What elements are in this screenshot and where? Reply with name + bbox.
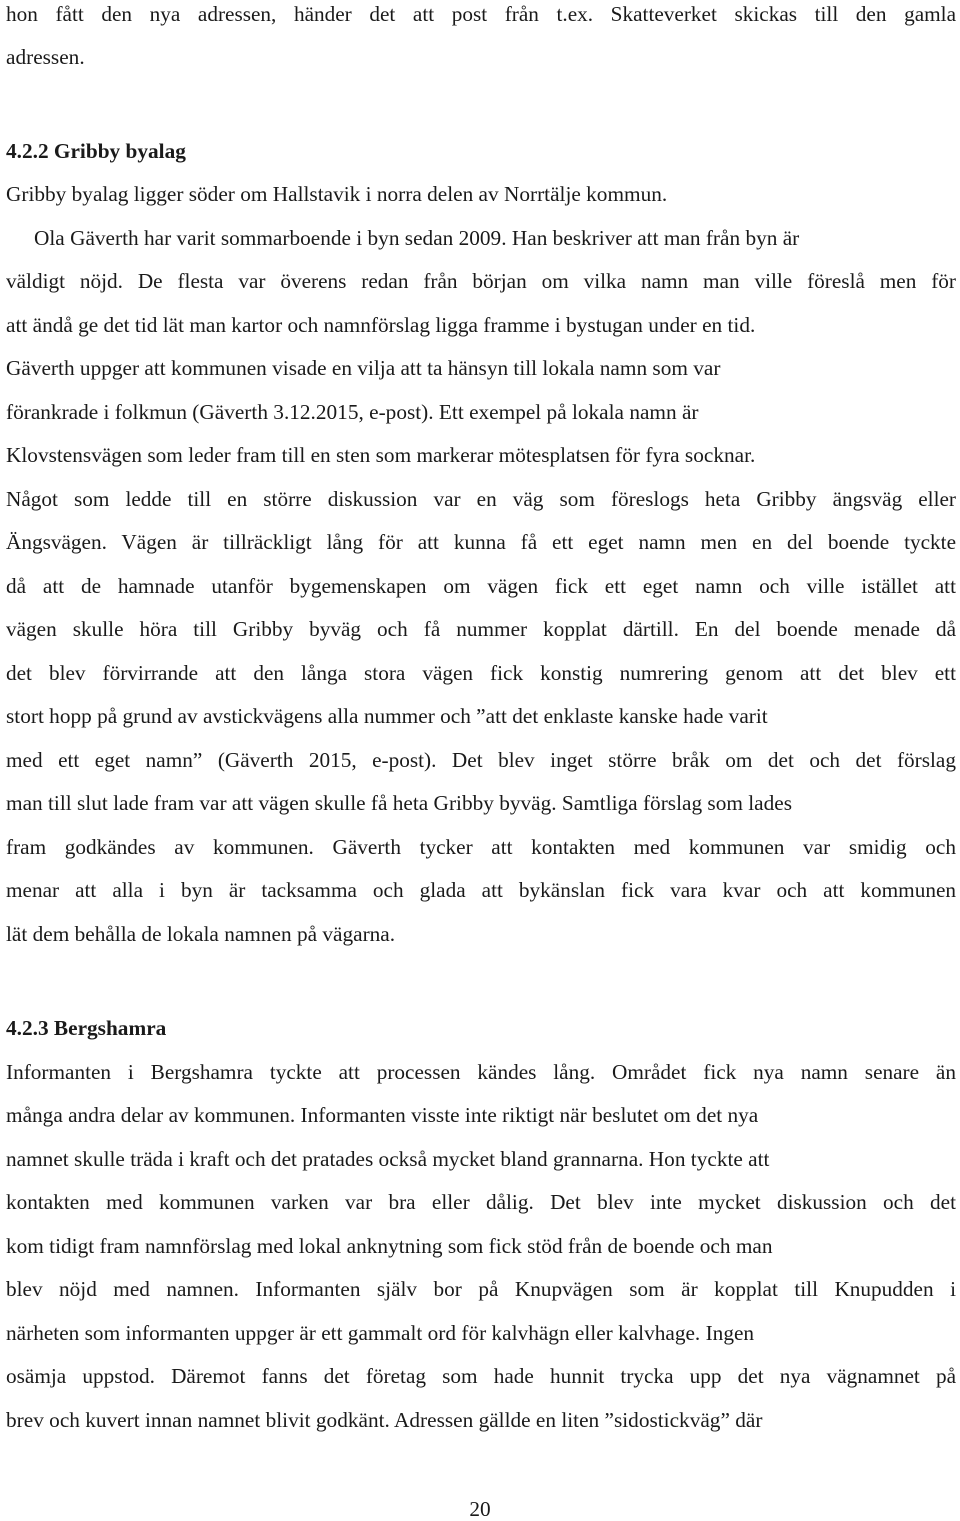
body-text-line: Gäverth uppger att kommunen visade en vilja att ta hänsyn till lokala namn som var <box>6 356 721 380</box>
body-text-line: hon fått den nya adressen, händer det att post från t.ex. Skatteverket skickas till den gamla <box>6 2 956 26</box>
body-text-line: blev nöjd med namnen. Informanten själv bor på Knupvägen som är kopplat till Knupudden i <box>6 1277 956 1301</box>
body-text-line: kontakten med kommunen varken var bra eller dålig. Det blev inte mycket diskussion och det <box>6 1190 956 1214</box>
body-text-line: brev och kuvert innan namnet blivit godkänt. Adressen gällde en liten ”sidostickväg” där <box>6 1408 763 1432</box>
body-text-line: det blev förvirrande att den långa stora vägen fick konstig numrering genom att det blev ett <box>6 661 956 685</box>
body-text-line: menar att alla i byn är tacksamma och glada att bykänslan fick vara kvar och att kommunen <box>6 878 956 902</box>
body-text-line: vägen skulle höra till Gribby byväg och få nummer kopplat därtill. En del boende menade då <box>6 617 956 641</box>
body-text-line: Något som ledde till en större diskussion var en väg som föreslogs heta Gribby ängsväg eller <box>6 487 956 511</box>
body-text-line: många andra delar av kommunen. Informanten visste inte riktigt när beslutet om det nya <box>6 1103 759 1127</box>
body-text-line: då att de hamnade utanför bygemenskapen om vägen fick ett eget namn och ville istället att <box>6 574 956 598</box>
body-text-line: närheten som informanten uppger är ett gammalt ord för kalvhägn eller kalvhage. Ingen <box>6 1321 755 1345</box>
body-text-line: med ett eget namn” (Gäverth 2015, e-post). Det blev inget större bråk om det och det förslag <box>6 748 956 772</box>
page-number: 20 <box>469 1497 491 1521</box>
body-text-line: att ändå ge det tid lät man kartor och namnförslag ligga framme i bystugan under en tid. <box>6 313 756 337</box>
body-text-line: Klovstensvägen som leder fram till en sten som markerar mötesplatsen för fyra socknar. <box>6 443 756 467</box>
body-text-line: stort hopp på grund av avstickvägens alla nummer och ”att det enklaste kanske hade varit <box>6 704 768 728</box>
section-heading-4-2-2: 4.2.2 Gribby byalag <box>6 139 186 163</box>
body-text-line: man till slut lade fram var att vägen skulle få heta Gribby byväg. Samtliga förslag som lades <box>6 791 792 815</box>
body-text-line: Ängsvägen. Vägen är tillräckligt lång för att kunna få ett eget namn men en del boende tyckte <box>6 530 956 554</box>
body-text-line: väldigt nöjd. De flesta var överens redan från början om vilka namn man ville föreslå men för <box>6 269 956 293</box>
body-text-line: adressen. <box>6 45 85 69</box>
body-text-line: förankrade i folkmun (Gäverth 3.12.2015, e-post). Ett exempel på lokala namn är <box>6 400 699 424</box>
body-text-line: namnet skulle träda i kraft och det pratades också mycket bland grannarna. Hon tyckte att <box>6 1147 770 1171</box>
body-text-line: kom tidigt fram namnförslag med lokal anknytning som fick stöd från de boende och man <box>6 1234 773 1258</box>
body-text-line: fram godkändes av kommunen. Gäverth tycker att kontakten med kommunen var smidig och <box>6 835 956 859</box>
body-text-line: Gribby byalag ligger söder om Hallstavik i norra delen av Norrtälje kommun. <box>6 182 668 206</box>
body-text-line: Ola Gäverth har varit sommarboende i byn sedan 2009. Han beskriver att man från byn är <box>34 226 800 250</box>
body-text-line: Informanten i Bergshamra tyckte att processen kändes lång. Området fick nya namn senare än <box>6 1060 956 1084</box>
body-text-line: osämja uppstod. Däremot fanns det företag som hade hunnit trycka upp det nya vägnamnet på <box>6 1364 956 1388</box>
section-heading-4-2-3: 4.2.3 Bergshamra <box>6 1016 167 1040</box>
body-text-line: lät dem behålla de lokala namnen på vägarna. <box>6 922 396 946</box>
